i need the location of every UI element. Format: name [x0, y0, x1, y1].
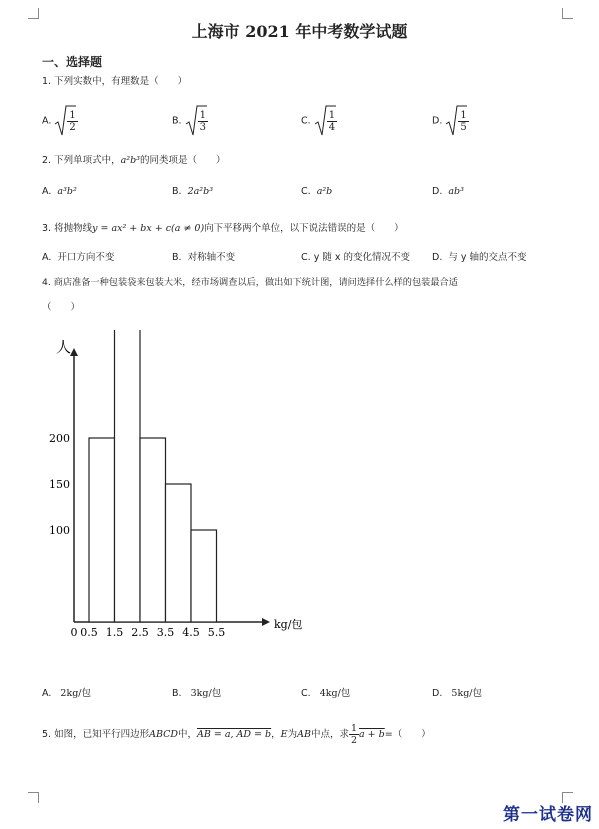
q1-option-a[interactable]: [42, 104, 87, 138]
q4-option-a[interactable]: A. 2kg/包: [42, 688, 92, 699]
histogram-bar: [191, 530, 217, 622]
q3-option-a[interactable]: A. 开口方向不变: [42, 252, 115, 263]
q3-option-d[interactable]: D. 与 y 轴的交点不变: [432, 252, 527, 263]
q4-option-b[interactable]: B. 3kg/包: [172, 688, 222, 699]
y-tick-label: 100: [49, 524, 70, 537]
histogram-chart: [0, 330, 340, 650]
y-tick-label: 150: [49, 478, 70, 491]
q2-option-b[interactable]: B. 2a²b³: [172, 186, 213, 197]
q1-option-b[interactable]: [172, 104, 217, 138]
site-watermark-logo: 第一试卷网: [503, 805, 593, 825]
x-axis-label: kg/包: [274, 618, 303, 631]
q2-option-d[interactable]: D. ab³: [432, 186, 464, 197]
q2-option-a[interactable]: A. a³b²: [42, 186, 77, 197]
x-tick-label: 1.5: [105, 626, 124, 639]
histogram-bar: [115, 330, 141, 622]
option-label: B.: [172, 115, 182, 127]
sqrt-expression: $\frac{1}{4}$: [314, 104, 346, 138]
sqrt-expression: $\frac{1}{2}$: [54, 104, 86, 138]
q3-option-c[interactable]: C. y 随 x 的变化情况不变: [301, 252, 410, 263]
y-tick-label: 200: [49, 432, 70, 445]
question-1-stem: 1. 下列实数中，有理数是（ ）: [42, 76, 188, 87]
math-expression: a²b³: [120, 155, 140, 166]
question-4-stem-continued: （ ）: [42, 302, 81, 313]
crop-mark-top-right: [562, 8, 573, 19]
x-tick-label: 4.5: [182, 626, 200, 639]
y-axis-arrow-icon: [70, 348, 78, 356]
q4-option-d[interactable]: D. 5kg/包: [432, 688, 482, 699]
x-tick-label: 0.5: [80, 626, 98, 639]
math-expression: y = ax² + bx + c(a ≠ 0): [92, 223, 205, 234]
q2-option-c[interactable]: C. a²b: [301, 186, 333, 197]
question-5-stem: 5. 如图，已知平行四边形ABCD中，AB = a, AD = b，E为AB中点，求 $\frac{1}{2}$ a + b=（ ）: [42, 723, 431, 746]
page-title: 上海市 2021 年中考数学试题: [191, 22, 408, 41]
vector-expression: AB = a, AD = b: [197, 729, 272, 740]
option-label: D.: [432, 115, 443, 127]
x-axis-arrow-icon: [262, 618, 270, 626]
histogram-bar: [140, 438, 166, 622]
question-3-stem: 3. 将抛物线y = ax² + bx + c(a ≠ 0)向下平移两个单位，以下说法错误的是（ ）: [42, 223, 404, 234]
x-tick-label: 3.5: [156, 626, 175, 639]
fraction: $\frac{1}{2}$: [350, 723, 357, 746]
y-axis-label: 人: [56, 338, 72, 356]
q3-option-b[interactable]: B. 对称轴不变: [172, 252, 236, 263]
x-tick-label: 0: [70, 626, 78, 639]
vector-expression: a + b: [359, 729, 385, 740]
q4-option-c[interactable]: C. 4kg/包: [301, 688, 351, 699]
q1-option-c[interactable]: [301, 104, 346, 138]
sqrt-expression: $\frac{1}{5}$: [445, 104, 477, 138]
section-heading: 一、选择题: [42, 55, 103, 69]
crop-mark-bottom-left: [28, 792, 39, 803]
question-4-stem: 4. 商店准备一种包装袋来包装大米，经市场调查以后，做出如下统计图，请问选择什么样的包装最合适: [42, 277, 458, 288]
x-tick-label: 5.5: [207, 626, 226, 639]
option-label: C.: [301, 115, 311, 127]
crop-mark-top-left: [28, 8, 39, 19]
option-label: A.: [42, 115, 52, 127]
x-tick-label: 2.5: [131, 626, 149, 639]
question-2-stem: 2. 下列单项式中，a²b³的同类项是（ ）: [42, 155, 226, 166]
sqrt-expression: $\frac{1}{3}$: [185, 104, 217, 138]
histogram-bar: [166, 484, 192, 622]
q1-option-d[interactable]: [432, 104, 478, 138]
histogram-bar: [89, 438, 115, 622]
